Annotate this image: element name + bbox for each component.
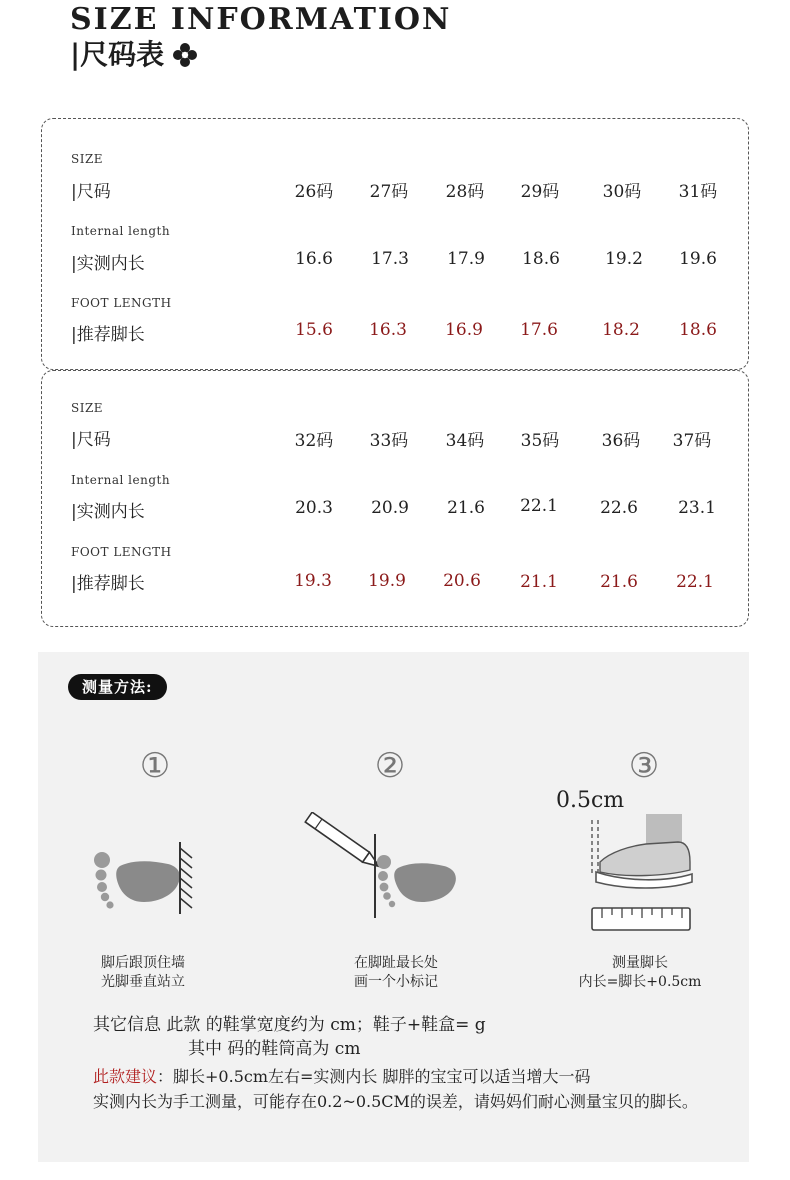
internal-label-cn: |实测内长 bbox=[71, 254, 145, 274]
size-table-1 bbox=[41, 118, 749, 370]
internal-cell: 19.2 bbox=[605, 249, 643, 269]
internal-cell: 17.3 bbox=[371, 249, 409, 269]
size-label-cn: |尺码 bbox=[71, 430, 111, 450]
dimension-label: 0.5cm bbox=[556, 788, 625, 813]
step-1-line2: 光脚垂直站立 bbox=[101, 974, 185, 990]
internal-cell: 18.6 bbox=[522, 249, 560, 269]
other-info-line2: 其中 码的鞋筒高为 cm bbox=[188, 1039, 361, 1059]
step-2-line1: 在脚趾最长处 bbox=[354, 955, 438, 971]
internal-cell: 23.1 bbox=[678, 498, 716, 518]
step-3-caption bbox=[579, 954, 702, 992]
step-3-line2: 内长=脚长+0.5cm bbox=[578, 974, 702, 990]
internal-label-en: Internal length bbox=[71, 473, 171, 487]
size-table-2 bbox=[41, 370, 749, 627]
foot-cell: 16.3 bbox=[369, 320, 407, 340]
foot-cell: 22.1 bbox=[676, 572, 714, 592]
foot-cell: 20.6 bbox=[443, 571, 481, 591]
measurement-panel bbox=[38, 652, 749, 1162]
shoe-ruler-icon bbox=[586, 812, 696, 932]
internal-label-en: Internal length bbox=[71, 224, 171, 238]
header-title-en: SIZE INFORMATION bbox=[70, 2, 452, 37]
foot-cell: 17.6 bbox=[520, 320, 558, 340]
size-cell: 37码 bbox=[672, 431, 712, 451]
step-1-line1: 脚后跟顶住墙 bbox=[101, 955, 185, 971]
size-label-en: SIZE bbox=[71, 152, 104, 166]
internal-label-cn: |实测内长 bbox=[71, 502, 145, 522]
size-cell: 26码 bbox=[294, 182, 334, 202]
size-cell: 31码 bbox=[678, 182, 718, 202]
step-1-number: ① bbox=[139, 746, 171, 786]
internal-cell: 20.9 bbox=[371, 498, 409, 518]
step-2-caption bbox=[354, 954, 438, 992]
size-cell: 28码 bbox=[445, 182, 485, 202]
step-2-number: ② bbox=[374, 746, 406, 786]
foot-cell: 21.1 bbox=[520, 572, 558, 592]
header-title-cn bbox=[70, 38, 198, 72]
foot-cell: 19.3 bbox=[294, 571, 332, 591]
foot-label-cn: |推荐脚长 bbox=[71, 574, 145, 594]
internal-cell: 17.9 bbox=[447, 249, 485, 269]
size-cell: 29码 bbox=[520, 182, 560, 202]
advice-label: 此款建议 bbox=[93, 1067, 158, 1086]
header-title-cn-text: |尺码表 bbox=[70, 38, 165, 71]
foot-label-en: FOOT LENGTH bbox=[71, 296, 172, 310]
size-cell: 34码 bbox=[445, 431, 485, 451]
internal-cell: 19.6 bbox=[679, 249, 717, 269]
other-info-line1: 其它信息 此款 的鞋掌宽度约为 cm；鞋子+鞋盒= g bbox=[93, 1015, 486, 1035]
size-label-cn: |尺码 bbox=[71, 182, 111, 202]
size-cell: 27码 bbox=[369, 182, 409, 202]
advice-text-2: 实测内长为手工测量，可能存在0.2~0.5CM的误差，请妈妈们耐心测量宝贝的脚长。 bbox=[93, 1092, 698, 1111]
size-cell: 33码 bbox=[369, 431, 409, 451]
foot-cell: 18.6 bbox=[679, 320, 717, 340]
step-1-caption bbox=[101, 954, 185, 992]
pencil-mark-icon bbox=[300, 812, 470, 922]
foot-label-cn: |推荐脚长 bbox=[71, 325, 145, 345]
advice-text-1: ：脚长+0.5cm左右=实测内长 脚胖的宝宝可以适当增大一码 bbox=[157, 1067, 591, 1086]
foot-cell: 21.6 bbox=[600, 572, 638, 592]
size-label-en: SIZE bbox=[71, 401, 104, 415]
step-3-number: ③ bbox=[628, 746, 660, 786]
internal-cell: 20.3 bbox=[295, 498, 333, 518]
foot-against-wall-icon bbox=[90, 838, 200, 918]
foot-label-en: FOOT LENGTH bbox=[71, 545, 172, 559]
flower-icon bbox=[172, 42, 198, 68]
step-2-line2: 画一个小标记 bbox=[354, 974, 438, 990]
step-3-line1: 测量脚长 bbox=[612, 955, 668, 971]
foot-cell: 15.6 bbox=[295, 320, 333, 340]
size-cell: 35码 bbox=[520, 431, 560, 451]
internal-cell: 21.6 bbox=[447, 498, 485, 518]
size-cell: 32码 bbox=[294, 431, 334, 451]
method-label: 测量方法: bbox=[68, 674, 167, 700]
foot-cell: 16.9 bbox=[445, 320, 483, 340]
size-cell: 30码 bbox=[602, 182, 642, 202]
size-cell: 36码 bbox=[601, 431, 641, 451]
internal-cell: 22.1 bbox=[520, 496, 558, 516]
foot-cell: 18.2 bbox=[602, 320, 640, 340]
foot-cell: 19.9 bbox=[368, 571, 406, 591]
internal-cell: 16.6 bbox=[295, 249, 333, 269]
internal-cell: 22.6 bbox=[600, 498, 638, 518]
advice-text bbox=[93, 1064, 723, 1114]
